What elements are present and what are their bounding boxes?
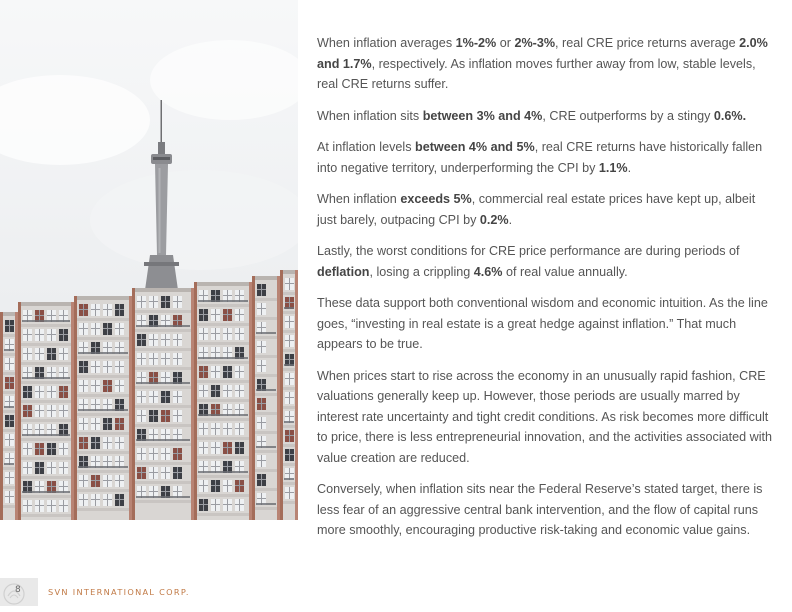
highlight-text: 2.0% and 1.7% xyxy=(317,36,768,71)
highlight-text: 1%-2% xyxy=(455,36,497,50)
body-paragraph xyxy=(317,293,777,355)
body-paragraph xyxy=(317,241,777,282)
paragraph-text: At inflation levels xyxy=(317,140,416,154)
highlight-text: between 3% and 4% xyxy=(422,108,543,123)
highlight-text: 0.6%. xyxy=(713,108,747,123)
body-paragraph xyxy=(317,366,777,469)
paragraph-text: or xyxy=(496,36,515,50)
apartment-building-photo xyxy=(0,0,298,520)
highlight-text: 4.6% xyxy=(473,264,503,279)
svn-emblem-icon xyxy=(3,583,25,605)
paragraph-text: Conversely, when inflation sits near the Federal Reserve’s stated target, there is less fear of an aggressive central bank intervention, and the flow of capital runs more smoothly, encouraging productive risk-taking and economic value gains. xyxy=(317,482,763,537)
paragraph-text: Lastly, the worst conditions for CRE price performance are during periods of xyxy=(317,244,740,258)
paragraph-text: When inflation sits xyxy=(317,108,423,123)
paragraph-text: , real CRE price returns average xyxy=(555,36,740,50)
paragraph-text: , respectively. As inflation moves further away from low, stable levels, real CRE returns suffer. xyxy=(317,56,756,91)
page-footer xyxy=(0,578,792,612)
paragraph-text: When prices start to rise across the economy in an unusually rapid fashion, CRE valuations generally keep up. However, those periods are usually marred by interest rate uncertainty and tight credit conditions. As risk becomes more difficult to price, there is less entrepreneurial innovation, and the activities associated with value creation are reduced. xyxy=(317,368,773,465)
body-paragraph xyxy=(317,137,777,178)
paragraph-text: When inflation xyxy=(317,192,401,206)
body-paragraph xyxy=(317,33,777,95)
paragraph-text: . xyxy=(627,160,632,175)
highlight-text: 0.2% xyxy=(479,212,509,227)
highlight-text: exceeds 5% xyxy=(400,192,472,206)
paragraph-text: These data support both conventional wisdom and economic intuition. As the line goes, “investing in real estate is a great hedge against inflation.” That much appears to be true. xyxy=(317,296,768,351)
paragraph-text: , CRE outperforms by a stingy xyxy=(542,108,714,123)
highlight-text: between 4% and 5% xyxy=(415,140,535,154)
body-text-column xyxy=(317,33,777,552)
highlight-text: 2%-3% xyxy=(514,36,556,50)
paragraph-text: of real value annually. xyxy=(502,264,628,279)
body-paragraph xyxy=(317,479,777,541)
body-paragraph xyxy=(317,189,777,230)
body-paragraph xyxy=(317,106,777,127)
paragraph-text: , real CRE returns have historically fallen into negative territory, underperforming the CPI by xyxy=(317,140,763,175)
page-number: 8 xyxy=(15,585,21,595)
apartment-building xyxy=(0,270,298,520)
paragraph-text: . xyxy=(508,212,513,227)
paragraph-text: , commercial real estate prices have kept up, albeit just barely, outpacing CPI by xyxy=(317,192,756,227)
highlight-text: deflation xyxy=(317,264,370,279)
company-name: SVN INTERNATIONAL CORP. xyxy=(48,587,190,597)
highlight-text: 1.1% xyxy=(598,160,628,175)
page-number-badge xyxy=(0,578,38,606)
paragraph-text: When inflation averages xyxy=(317,36,456,50)
paragraph-text: , losing a crippling xyxy=(369,264,474,279)
